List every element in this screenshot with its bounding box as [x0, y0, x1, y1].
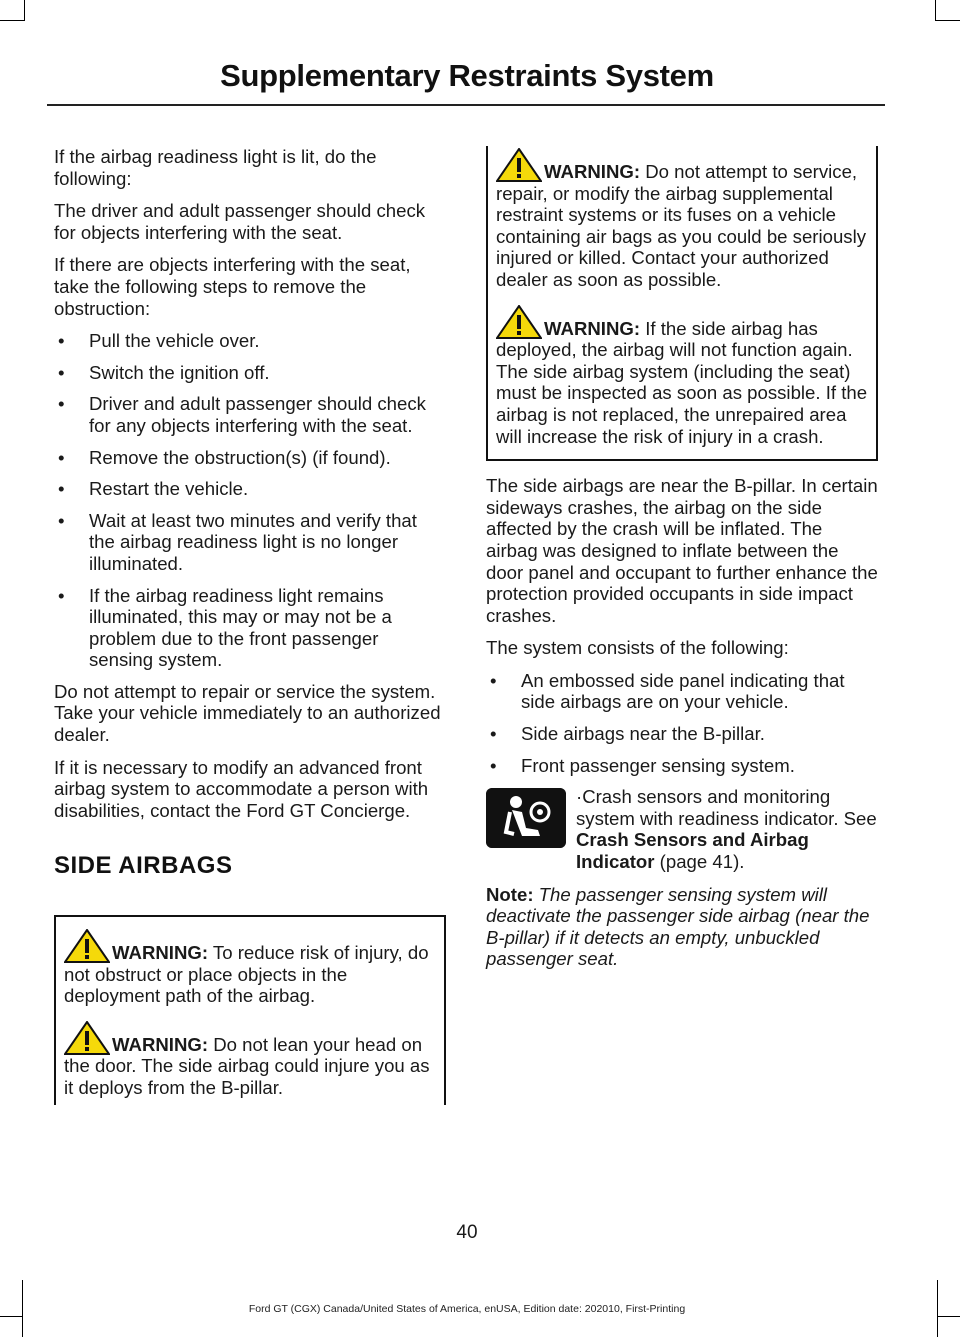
- warning-text: Do not lean your head on the door. The side airbag could injure you as it deploys from the B-pillar.: [64, 1033, 430, 1098]
- warning-item: [64, 1021, 438, 1099]
- warning-text: Do not attempt to service, repair, or modify the airbag supplemental restraint systems or its fuses on a vehicle containing air bags as you could be seriously injured or killed. Contact your authorized dealer as soon as possible.: [496, 161, 867, 290]
- left-column: [54, 146, 446, 1119]
- paragraph: If there are objects interfering with the seat, take the following steps to remove the obstruction:: [54, 254, 411, 319]
- right-column: [486, 146, 878, 981]
- section-heading: SIDE AIRBAGS: [54, 852, 233, 880]
- list-item: • Switch the ignition off.: [54, 362, 446, 384]
- list-item: • An embossed side panel indicating that side airbags are on your vehicle.: [486, 670, 878, 713]
- warning-triangle-icon: [496, 305, 542, 339]
- warning-item: [496, 305, 870, 448]
- indicator-text: ·Crash sensors and monitoring system with readiness indicator. See: [576, 786, 877, 829]
- list-item: • Side airbags near the B-pillar.: [486, 723, 878, 745]
- crop-mark: [0, 1316, 22, 1317]
- warning-box: [486, 146, 878, 461]
- paragraph: If it is necessary to modify an advanced front airbag system to accommodate a person with disabilities, contact the Ford GT Concierge.: [54, 756, 429, 821]
- header-divider: [47, 104, 885, 106]
- warning-triangle-icon: [64, 929, 110, 963]
- paragraph: Do not attempt to repair or service the system. Take your vehicle immediately to an authorized dealer.: [54, 680, 441, 746]
- warning-triangle-icon: [496, 148, 542, 182]
- list-item: • Driver and adult passenger should check for any objects interfering with the seat.: [54, 393, 446, 436]
- warning-item: [496, 148, 870, 291]
- page-number: 40: [456, 1222, 478, 1243]
- steps-list: [54, 330, 446, 671]
- list-item: • If the airbag readiness light remains illuminated, this may or may not be a problem due to the front passenger sensing system.: [54, 585, 446, 671]
- warning-label: WARNING:: [544, 317, 641, 339]
- list-item: • Front passenger sensing system.: [486, 755, 878, 777]
- page-header-title: Supplementary Restraints System: [220, 58, 714, 93]
- crop-mark: [0, 20, 25, 21]
- crop-mark: [24, 0, 25, 20]
- crop-mark: [937, 1280, 938, 1337]
- edition-footer: Ford GT (CGX) Canada/United States of America, enUSA, Edition date: 202010, First-Printing: [248, 1303, 686, 1315]
- warning-label: WARNING:: [544, 161, 641, 182]
- list-item: • Restart the vehicle.: [54, 478, 446, 500]
- airbag-indicator-paragraph: [486, 786, 878, 872]
- paragraph: The side airbags are near the B-pillar. In certain sideways crashes, the airbag on the side affected by the crash will be inflated. The airbag was designed to inflate between the door panel and occupant to further enhance the protection provided occupants in side impact crashes.: [486, 475, 878, 626]
- paragraph: If the airbag readiness light is lit, do the following:: [54, 146, 377, 189]
- crop-mark: [935, 0, 936, 20]
- paragraph: The system consists of the following:: [486, 637, 789, 659]
- note-label: Note:: [486, 883, 534, 905]
- paragraph: The driver and adult passenger should check for objects interfering with the seat.: [54, 200, 426, 243]
- warning-label: WARNING:: [112, 942, 209, 964]
- page-reference: (page 41).: [654, 851, 745, 873]
- warning-item: [64, 929, 438, 1007]
- warning-text: To reduce risk of injury, do not obstruct or place objects in the deployment path of the airbag.: [64, 942, 429, 1007]
- crop-mark: [937, 1316, 960, 1317]
- warning-text: If the side airbag has deployed, the airbag will not function again. The side airbag system (including the seat) must be inspected as soon as possible. If the airbag is not replaced, the unrepaired area will increase the risk of injury in a crash.: [496, 317, 868, 447]
- crop-mark: [935, 20, 960, 21]
- list-item: • Wait at least two minutes and verify that the airbag readiness light is no longer illuminated.: [54, 510, 446, 575]
- warning-label: WARNING:: [112, 1033, 209, 1055]
- list-item: • Pull the vehicle over.: [54, 330, 446, 352]
- list-item: • Remove the obstruction(s) (if found).: [54, 447, 446, 469]
- cross-reference-link[interactable]: Crash Sensors and Airbag Indicator: [576, 829, 809, 873]
- warning-triangle-icon: [64, 1021, 110, 1055]
- airbag-indicator-icon: [486, 788, 566, 848]
- components-list: [486, 670, 878, 776]
- note: [486, 884, 878, 970]
- note-text: The passenger sensing system will deactivate the passenger side airbag (near the B-pillar) if it detects an empty, unbuckled passenger seat.: [486, 883, 870, 970]
- warning-box: [54, 915, 446, 1105]
